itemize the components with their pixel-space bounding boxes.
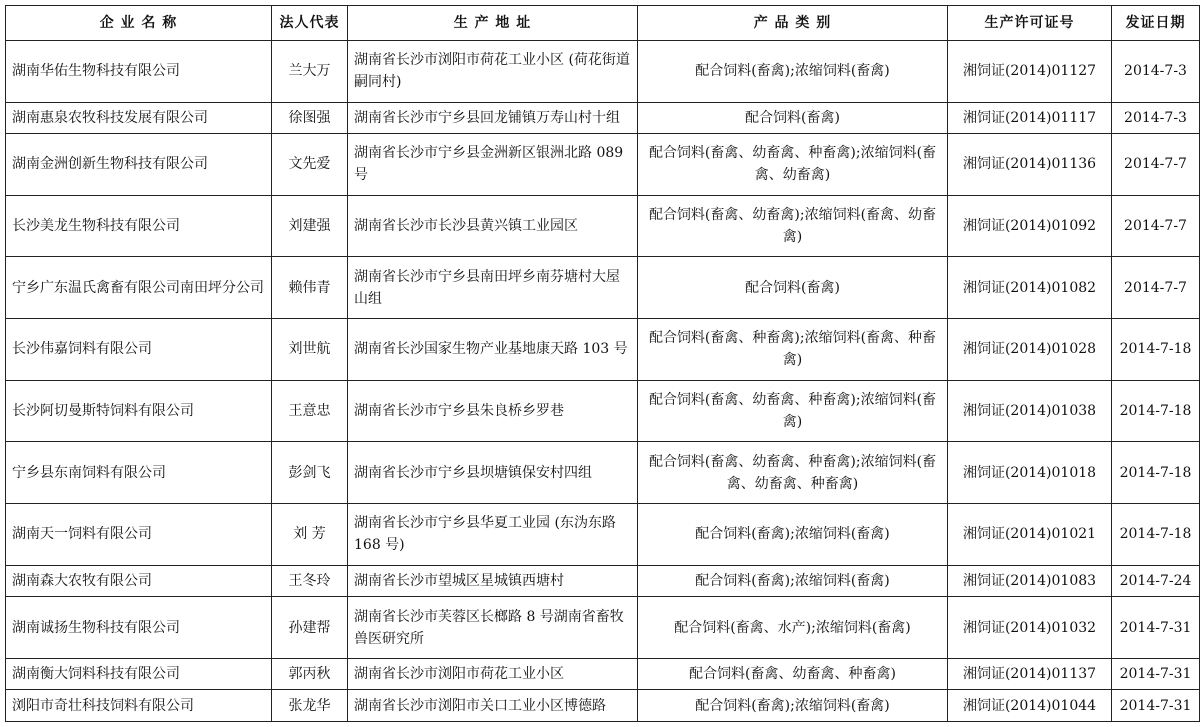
legal-rep-cell: 兰大万 (272, 41, 348, 103)
license-number-cell: 湘饲证(2014)01021 (948, 504, 1112, 566)
company-name-cell: 长沙美龙生物科技有限公司 (6, 195, 272, 257)
table-row (6, 195, 1200, 257)
company-name-cell: 长沙伟嘉饲料有限公司 (6, 319, 272, 381)
header-legal-rep: 法人代表 (272, 6, 348, 41)
legal-rep-cell: 刘世航 (272, 319, 348, 381)
company-name-cell: 湖南华佑生物科技有限公司 (6, 41, 272, 103)
table-row (6, 565, 1200, 597)
issue-date-cell: 2014-7-31 (1112, 597, 1200, 659)
table-row (6, 504, 1200, 566)
address-cell: 湖南省长沙市浏阳市荷花工业小区 (荷花街道嗣同村) (348, 41, 638, 103)
product-category-cell: 配合饲料(畜禽) (638, 257, 948, 319)
table-row (6, 319, 1200, 381)
legal-rep-cell: 刘建强 (272, 195, 348, 257)
issue-date-cell: 2014-7-18 (1112, 319, 1200, 381)
license-number-cell: 湘饲证(2014)01136 (948, 134, 1112, 196)
product-category-cell: 配合饲料(畜禽);浓缩饲料(畜禽) (638, 690, 948, 722)
product-category-cell: 配合饲料(畜禽、水产);浓缩饲料(畜禽) (638, 597, 948, 659)
legal-rep-cell: 郭丙秋 (272, 658, 348, 690)
issue-date-cell: 2014-7-18 (1112, 380, 1200, 442)
table-row (6, 102, 1200, 134)
license-number-cell: 湘饲证(2014)01117 (948, 102, 1112, 134)
company-name-cell: 宁乡县东南饲料有限公司 (6, 442, 272, 504)
issue-date-cell: 2014-7-31 (1112, 690, 1200, 722)
address-cell: 湖南省长沙市宁乡县华夏工业园 (东沩东路 168 号) (348, 504, 638, 566)
table-row (6, 134, 1200, 196)
issue-date-cell: 2014-7-3 (1112, 41, 1200, 103)
address-cell: 湖南省长沙市宁乡县坝塘镇保安村四组 (348, 442, 638, 504)
issue-date-cell: 2014-7-7 (1112, 257, 1200, 319)
address-cell: 湖南省长沙市宁乡县回龙铺镇万寿山村十组 (348, 102, 638, 134)
license-number-cell: 湘饲证(2014)01083 (948, 565, 1112, 597)
product-category-cell: 配合饲料(畜禽、幼畜禽、种畜禽);浓缩饲料(畜禽) (638, 380, 948, 442)
license-number-cell: 湘饲证(2014)01044 (948, 690, 1112, 722)
company-name-cell: 湖南天一饲料有限公司 (6, 504, 272, 566)
table-row (6, 442, 1200, 504)
legal-rep-cell: 孙建帮 (272, 597, 348, 659)
issue-date-cell: 2014-7-18 (1112, 442, 1200, 504)
license-number-cell: 湘饲证(2014)01082 (948, 257, 1112, 319)
table-row (6, 257, 1200, 319)
address-cell: 湖南省长沙市长沙县黄兴镇工业园区 (348, 195, 638, 257)
issue-date-cell: 2014-7-18 (1112, 504, 1200, 566)
legal-rep-cell: 文先爱 (272, 134, 348, 196)
header-product-category: 产 品 类 别 (638, 6, 948, 41)
table-row (6, 658, 1200, 690)
table-row (6, 597, 1200, 659)
license-number-cell: 湘饲证(2014)01018 (948, 442, 1112, 504)
product-category-cell: 配合饲料(畜禽) (638, 102, 948, 134)
product-category-cell: 配合饲料(畜禽);浓缩饲料(畜禽) (638, 41, 948, 103)
issue-date-cell: 2014-7-31 (1112, 658, 1200, 690)
table-header-row (6, 6, 1200, 41)
product-category-cell: 配合饲料(畜禽、幼畜禽、种畜禽);浓缩饲料(畜禽、幼畜禽、种畜禽) (638, 442, 948, 504)
address-cell: 湖南省长沙市宁乡县朱良桥乡罗巷 (348, 380, 638, 442)
address-cell: 湖南省长沙市望城区星城镇西塘村 (348, 565, 638, 597)
header-license-number: 生产许可证号 (948, 6, 1112, 41)
issue-date-cell: 2014-7-3 (1112, 102, 1200, 134)
legal-rep-cell: 赖伟青 (272, 257, 348, 319)
legal-rep-cell: 王冬玲 (272, 565, 348, 597)
legal-rep-cell: 徐图强 (272, 102, 348, 134)
legal-rep-cell: 王意忠 (272, 380, 348, 442)
license-table (5, 5, 1200, 722)
legal-rep-cell: 彭剑飞 (272, 442, 348, 504)
company-name-cell: 湖南金洲创新生物科技有限公司 (6, 134, 272, 196)
company-name-cell: 湖南森大农牧有限公司 (6, 565, 272, 597)
license-number-cell: 湘饲证(2014)01028 (948, 319, 1112, 381)
license-number-cell: 湘饲证(2014)01127 (948, 41, 1112, 103)
address-cell: 湖南省长沙国家生物产业基地康天路 103 号 (348, 319, 638, 381)
address-cell: 湖南省长沙市芙蓉区长榔路 8 号湖南省畜牧兽医研究所 (348, 597, 638, 659)
table-row (6, 41, 1200, 103)
header-address: 生 产 地 址 (348, 6, 638, 41)
product-category-cell: 配合饲料(畜禽、幼畜禽);浓缩饲料(畜禽、幼畜禽) (638, 195, 948, 257)
issue-date-cell: 2014-7-24 (1112, 565, 1200, 597)
company-name-cell: 长沙阿切曼斯特饲料有限公司 (6, 380, 272, 442)
table-row (6, 380, 1200, 442)
product-category-cell: 配合饲料(畜禽、种畜禽);浓缩饲料(畜禽、种畜禽) (638, 319, 948, 381)
company-name-cell: 湖南诚扬生物科技有限公司 (6, 597, 272, 659)
legal-rep-cell: 张龙华 (272, 690, 348, 722)
address-cell: 湖南省长沙市宁乡县金洲新区银洲北路 089 号 (348, 134, 638, 196)
legal-rep-cell: 刘 芳 (272, 504, 348, 566)
product-category-cell: 配合饲料(畜禽、幼畜禽、种畜禽);浓缩饲料(畜禽、幼畜禽) (638, 134, 948, 196)
product-category-cell: 配合饲料(畜禽、幼畜禽、种畜禽) (638, 658, 948, 690)
address-cell: 湖南省长沙市宁乡县南田坪乡南芬塘村大屋山组 (348, 257, 638, 319)
license-number-cell: 湘饲证(2014)01092 (948, 195, 1112, 257)
license-number-cell: 湘饲证(2014)01137 (948, 658, 1112, 690)
company-name-cell: 宁乡广东温氏禽畜有限公司南田坪分公司 (6, 257, 272, 319)
company-name-cell: 湖南衡大饲料科技有限公司 (6, 658, 272, 690)
company-name-cell: 浏阳市奇壮科技饲料有限公司 (6, 690, 272, 722)
issue-date-cell: 2014-7-7 (1112, 134, 1200, 196)
license-number-cell: 湘饲证(2014)01032 (948, 597, 1112, 659)
address-cell: 湖南省长沙市浏阳市关口工业小区博德路 (348, 690, 638, 722)
table-row (6, 690, 1200, 722)
product-category-cell: 配合饲料(畜禽);浓缩饲料(畜禽) (638, 565, 948, 597)
issue-date-cell: 2014-7-7 (1112, 195, 1200, 257)
product-category-cell: 配合饲料(畜禽);浓缩饲料(畜禽) (638, 504, 948, 566)
license-number-cell: 湘饲证(2014)01038 (948, 380, 1112, 442)
header-company-name: 企 业 名 称 (6, 6, 272, 41)
company-name-cell: 湖南惠泉农牧科技发展有限公司 (6, 102, 272, 134)
address-cell: 湖南省长沙市浏阳市荷花工业小区 (348, 658, 638, 690)
header-issue-date: 发证日期 (1112, 6, 1200, 41)
